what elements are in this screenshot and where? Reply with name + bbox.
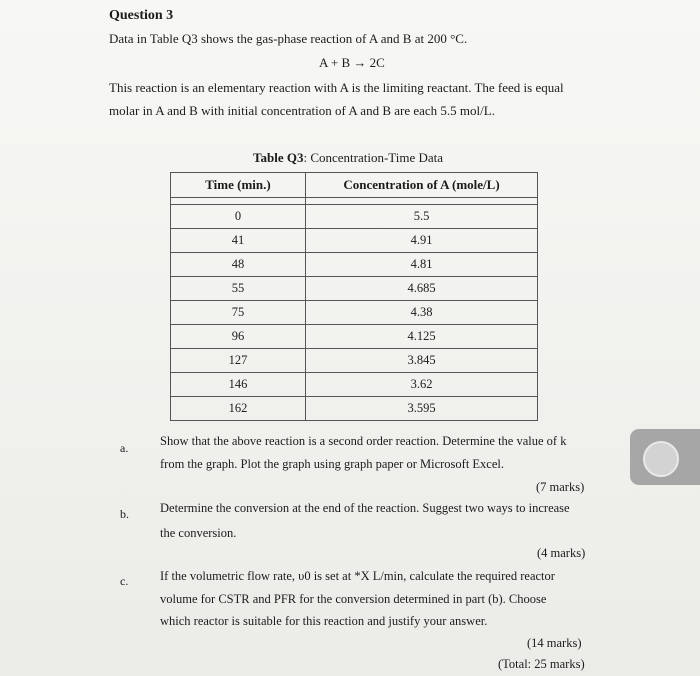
question-title: Question 3 xyxy=(109,8,174,23)
concentration-cell: 4.81 xyxy=(306,253,538,277)
time-cell: 75 xyxy=(171,301,306,325)
part-c-label: c. xyxy=(120,574,129,588)
total-marks: (Total: 25 marks) xyxy=(498,657,585,671)
time-cell: 41 xyxy=(171,229,306,253)
time-cell: 162 xyxy=(171,397,306,421)
time-cell: 55 xyxy=(171,277,306,301)
concentration-time-table xyxy=(170,172,538,421)
table-row xyxy=(171,373,538,397)
part-c-line-2: volume for CSTR and PFR for the conversion determined in part (b). Choose xyxy=(160,592,547,606)
concentration-cell: 4.125 xyxy=(306,325,538,349)
intro-text: Data in Table Q3 shows the gas-phase reaction of A and B at 200 °C. xyxy=(109,31,468,46)
time-cell: 0 xyxy=(171,205,306,229)
toggle-knob-icon[interactable] xyxy=(643,441,679,477)
part-c-line-3: which reactor is suitable for this reaction and justify your answer. xyxy=(160,614,488,628)
overlay-toggle[interactable] xyxy=(630,429,700,485)
table-row xyxy=(171,277,538,301)
time-cell: 127 xyxy=(171,349,306,373)
description-line-1: This reaction is an elementary reaction with A is the limiting reactant. The feed is equal xyxy=(109,80,564,95)
column-header-concentration: Concentration of A (mole/L) xyxy=(306,173,538,198)
column-header-time: Time (min.) xyxy=(171,173,306,198)
concentration-cell: 4.91 xyxy=(306,229,538,253)
part-a-line-1: Show that the above reaction is a second order reaction. Determine the value of k xyxy=(160,434,567,448)
description-line-2: molar in A and B with initial concentration of A and B are each 5.5 mol/L. xyxy=(109,103,495,118)
table-caption-text: : Concentration-Time Data xyxy=(303,150,444,165)
table-row xyxy=(171,253,538,277)
part-b-label: b. xyxy=(120,507,129,521)
table-row xyxy=(171,301,538,325)
part-b-line-1: Determine the conversion at the end of the reaction. Suggest two ways to increase xyxy=(160,501,570,515)
table-row xyxy=(171,397,538,421)
concentration-cell: 3.62 xyxy=(306,373,538,397)
part-c-marks: (14 marks) xyxy=(527,636,582,650)
table-caption-label: Table Q3 xyxy=(253,150,304,165)
table-row xyxy=(171,349,538,373)
concentration-cell: 3.845 xyxy=(306,349,538,373)
part-a-line-2: from the graph. Plot the graph using graph paper or Microsoft Excel. xyxy=(160,457,505,471)
table-row xyxy=(171,205,538,229)
part-b-marks: (4 marks) xyxy=(537,546,586,560)
concentration-cell: 4.685 xyxy=(306,277,538,301)
table-caption xyxy=(253,150,443,166)
concentration-cell: 3.595 xyxy=(306,397,538,421)
time-cell: 48 xyxy=(171,253,306,277)
part-b-line-2: the conversion. xyxy=(160,526,237,540)
time-cell: 96 xyxy=(171,325,306,349)
reaction-equation: A + B → 2C xyxy=(319,55,385,70)
concentration-cell: 5.5 xyxy=(306,205,538,229)
table-row xyxy=(171,229,538,253)
time-cell: 146 xyxy=(171,373,306,397)
part-a-marks: (7 marks) xyxy=(536,480,585,494)
part-c-line-1: If the volumetric flow rate, υ0 is set at *X L/min, calculate the required reactor xyxy=(160,569,555,583)
concentration-cell: 4.38 xyxy=(306,301,538,325)
part-a-label: a. xyxy=(120,441,129,455)
table-row xyxy=(171,325,538,349)
